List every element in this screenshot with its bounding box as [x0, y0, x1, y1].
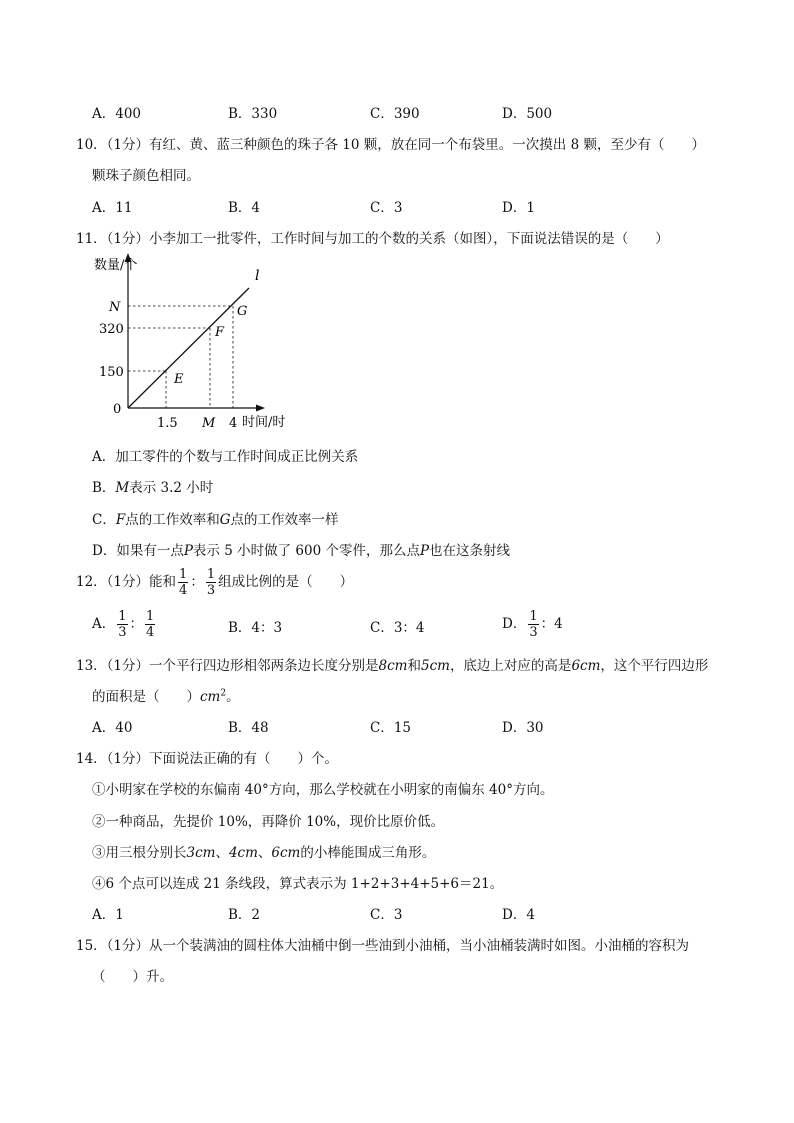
q12-fraction-1: $\frac{1}{4}$: [179, 567, 188, 598]
y-tick-n: N: [109, 300, 121, 315]
line-label: l: [255, 268, 260, 284]
q13-option-b: B．48: [228, 720, 269, 736]
q11-stem: 11．（1分）小李加工一批零件，工作时间与加工的个数的关系（如图），下面说法错误的是（ ）: [76, 231, 669, 247]
q9-option-b: B．330: [228, 106, 278, 122]
q10-stem-line2: 颗珠子颜色相同。: [92, 168, 200, 184]
q14-option-c: C．3: [370, 907, 403, 923]
q12-option-b: B．4：3: [228, 620, 283, 636]
q11-option-c: C．F点的工作效率和G点的工作效率一样: [92, 512, 339, 528]
q10-stem-line1: 10．（1分）有红、黄、蓝三种颜色的珠子各 10 颗，放在同一个布袋里。一次摸出 8 颗，至少有（ ）: [76, 137, 705, 153]
q14-stem: 14．（1分）下面说法正确的有（ ）个。: [76, 751, 339, 767]
x-tick-m: M: [202, 416, 216, 431]
q9-option-d: D．500: [502, 106, 553, 122]
x-tick-1-5: 1.5: [157, 416, 178, 431]
origin-label: 0: [113, 402, 122, 417]
q12-option-a: A． $\frac{1}{3}$ ： $\frac{1}{4}$: [92, 609, 155, 640]
q11-option-a: A．加工零件的个数与工作时间成正比例关系: [92, 449, 359, 465]
y-tick-150: 150: [99, 365, 124, 380]
q11-option-b: B．M表示 3.2 小时: [92, 480, 214, 496]
q13-stem-line1: 13．（1分）一个平行四边形相邻两条边长度分别是8cm和5cm，底边上对应的高是6cm，这个平行四边形: [76, 658, 709, 674]
q13-option-c: C．15: [370, 720, 412, 736]
y-axis-label: 数量/个: [94, 258, 138, 273]
x-axis-arrow: [256, 405, 265, 412]
q12-option-d: D． $\frac{1}{3}$ ：4: [502, 609, 563, 640]
q13-option-a: A．40: [92, 720, 133, 736]
q12-fraction-2: $\frac{1}{3}$: [206, 567, 216, 598]
q14-statement-2: ②一种商品，先提价 10%，再降价 10%，现价比原价低。: [92, 814, 445, 830]
point-e-label: E: [174, 372, 184, 387]
q11-line-graph: [88, 250, 308, 435]
y-tick-320: 320: [99, 322, 124, 337]
q15-stem-line2: （ ）升。: [92, 969, 173, 985]
q14-option-b: B．2: [228, 907, 261, 923]
q14-option-d: D．4: [502, 907, 535, 923]
x-tick-4: 4: [229, 416, 238, 431]
q11-option-d: D．如果有一点P表示 5 小时做了 600 个零件，那么点P也在这条射线: [92, 543, 511, 559]
q9-option-c: C．390: [370, 106, 420, 122]
q14-statement-3: ③用三根分别长3cm、4cm、6cm的小棒能围成三角形。: [92, 845, 436, 861]
q12-option-c: C．3：4: [370, 620, 425, 636]
q15-stem-line1: 15．（1分）从一个装满油的圆柱体大油桶中倒一些油到小油桶，当小油桶装满时如图。小油桶的容积为: [76, 938, 690, 954]
q10-option-a: A．11: [92, 200, 133, 216]
q14-option-a: A．1: [92, 907, 124, 923]
q14-statement-4: ④6 个点可以连成 21 条线段，算式表示为 1+2+3+4+5+6＝21。: [92, 876, 504, 892]
q10-option-b: B．4: [228, 200, 261, 216]
q12-stem: 12．（1分）能和 $\frac{1}{4}$ ： $\frac{1}{3}$ 组成比例的是（ ）: [76, 567, 354, 598]
q13-option-d: D．30: [502, 720, 544, 736]
q10-option-d: D．1: [502, 200, 535, 216]
point-f-label: F: [215, 325, 225, 340]
q13-stem-line2: 的面积是（ ）$cm^2$。: [92, 688, 240, 705]
q9-option-a: A．400: [92, 106, 142, 122]
q14-statement-1: ①小明家在学校的东偏南 40°方向，那么学校就在小明家的南偏东 40°方向。: [92, 782, 554, 798]
point-g-label: G: [237, 304, 248, 319]
x-axis-label: 时间/时: [242, 415, 286, 430]
q10-option-c: C．3: [370, 200, 403, 216]
